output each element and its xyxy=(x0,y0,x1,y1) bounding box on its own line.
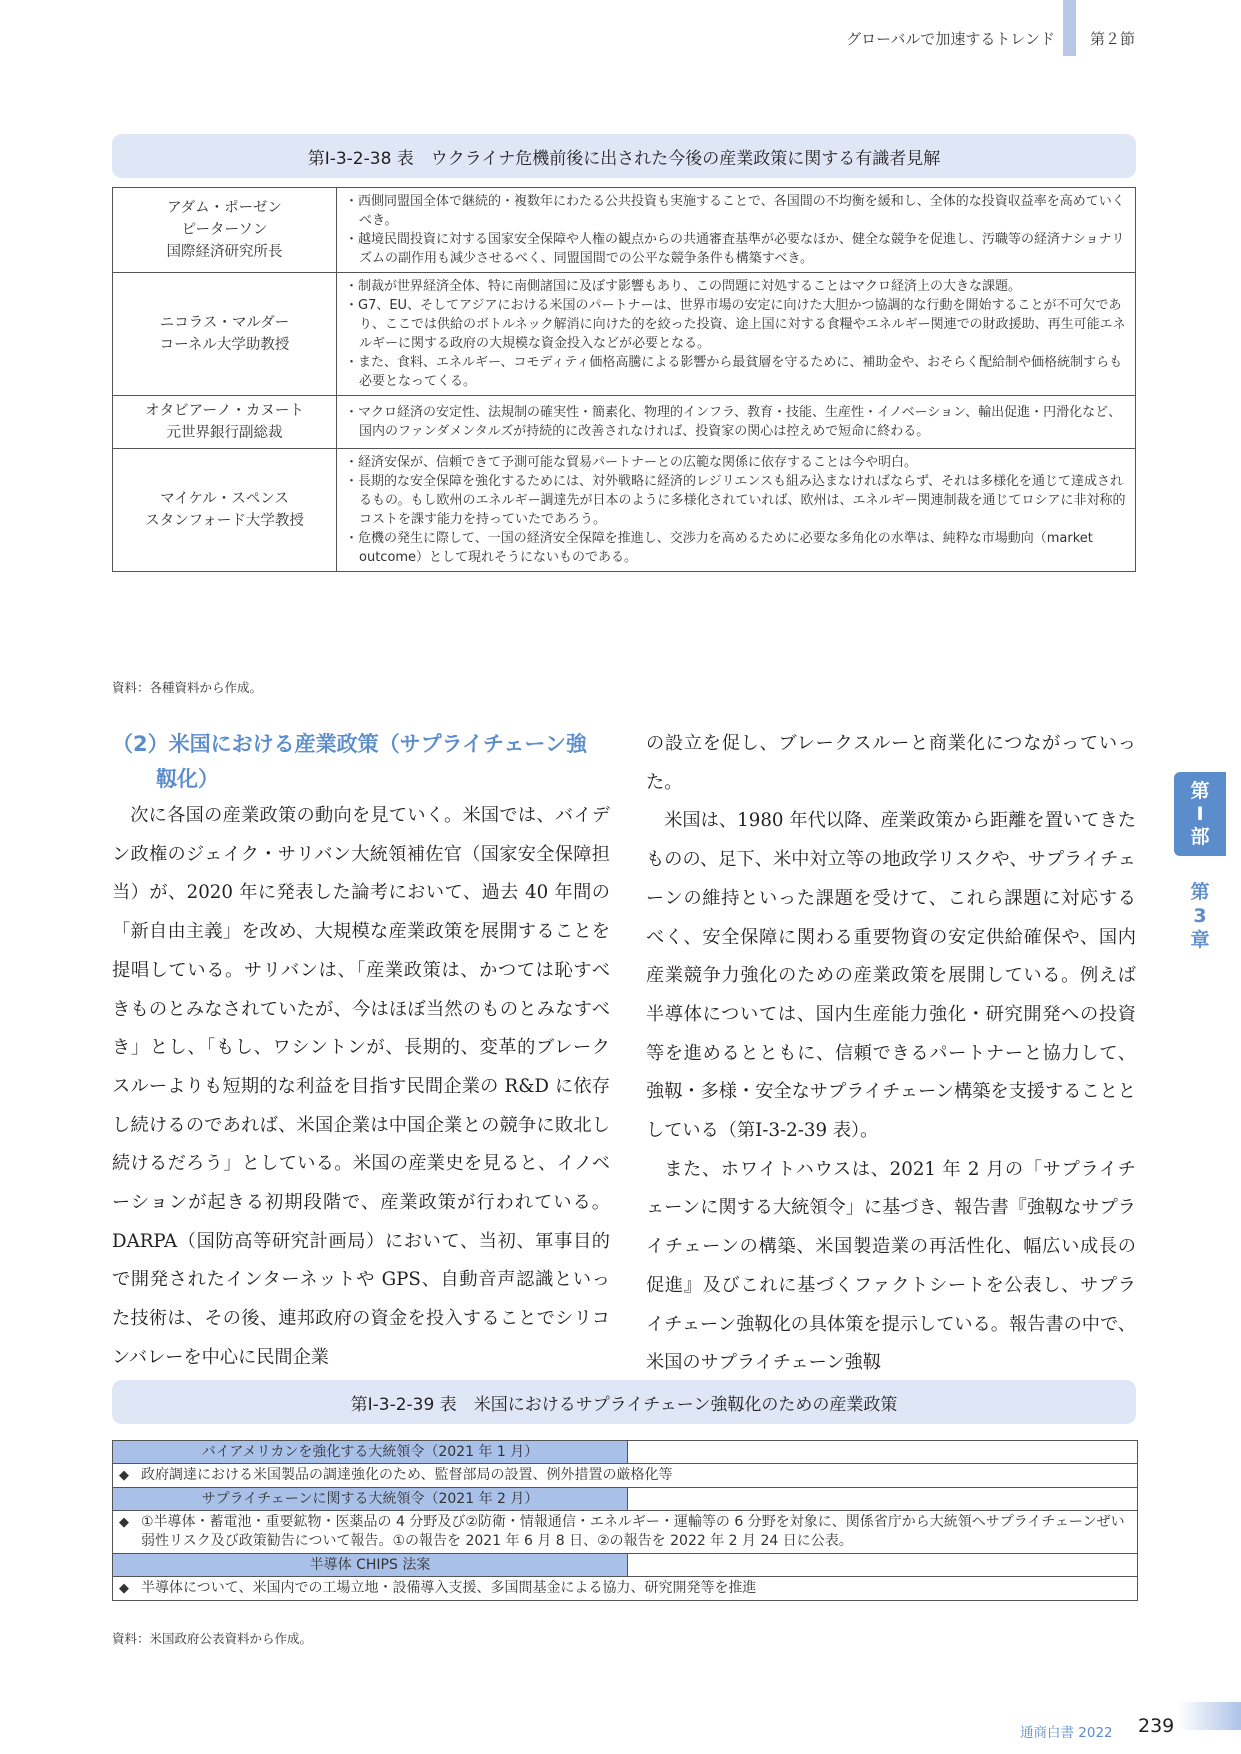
body-paragraph: 米国は、1980 年代以降、産業政策から距離を置いてきたものの、足下、米中対立等の地政学リスクや、サプライチェーンの維持といった課題を受けて、これら課題に対応するべく、安全保障に関わる重要物資の安定供給確保や、国内産業競争力強化のための産業政策を展開している。例えば半導体については、国内生産能力強化・研究開発への投資等を進めるとともに、信頼できるパートナーと協力して、強靱・多様・安全なサプライチェーン構築を支援することとしている（第Ⅰ-3-2-39 表）。 xyxy=(646,810,1136,1142)
side-tab-part-char: 第 xyxy=(1190,779,1210,802)
policy-category-row xyxy=(113,1554,1137,1577)
policy-category-blank xyxy=(628,1554,1137,1576)
diamond-bullet-icon: ◆ xyxy=(119,1468,129,1483)
expert-name-line: ニコラス・マルダー xyxy=(159,315,290,331)
body-paragraph-continuation: の設立を促し、ブレークスルーと商業化につながっていった。 xyxy=(646,733,1136,793)
expert-name-line: マイケル・スペンス xyxy=(160,491,289,507)
expert-name-cell xyxy=(113,396,337,449)
expert-name-cell xyxy=(113,273,337,396)
expert-view-bullet: ・制裁が世界経済全体、特に南側諸国に及ぼす影響もあり、この問題に対処することはマクロ経済上の大きな課題。 xyxy=(345,279,1022,294)
expert-name-line: オタビアーノ・カヌート xyxy=(145,403,304,419)
side-tab-part[interactable] xyxy=(1174,772,1226,856)
policy-category-blank xyxy=(628,1488,1137,1510)
section-heading xyxy=(112,727,610,797)
side-tab-chapter-char: 第 xyxy=(1190,881,1210,903)
expert-name-line: コーネル大学助教授 xyxy=(159,337,290,353)
expert-view-bullet: ・G7、EU、そしてアジアにおける米国のパートナーは、世界市場の安定に向けた大胆かつ協調的な行動を開始することが不可欠であり、ここでは供給のボトルネック解消に向けた的を絞った投資、途上国に対する食糧やエネルギー関連での財政援助、再生可能エネルギーに関する政府の大規模な資金投入などが必要となる。 xyxy=(345,298,1126,351)
table-38-row xyxy=(113,449,1136,572)
running-header-title: グローバルで加速するトレンド xyxy=(846,30,1055,48)
policy-item xyxy=(113,1511,1137,1554)
policy-item xyxy=(113,1577,1137,1600)
table-38 xyxy=(112,187,1136,572)
expert-view-bullet: ・西側同盟国全体で継続的・複数年にわたる公共投資も実施することで、各国間の不均衡を緩和し、全体的な投資収益率を高めていくべき。 xyxy=(345,194,1125,228)
expert-view-bullet: ・また、食料、エネルギー、コモディティ価格高騰による影響から最貧層を守るために、補助金や、おそらく配給制や価格統制すらも必要となってくる。 xyxy=(345,355,1123,389)
expert-view-cell xyxy=(337,449,1136,572)
side-tab-chapter[interactable] xyxy=(1174,874,1226,958)
table-38-row xyxy=(113,273,1136,396)
expert-name-cell xyxy=(113,449,337,572)
table-39-title: 第Ⅰ-3-2-39 表 米国におけるサプライチェーン強靱化のための産業政策 xyxy=(112,1380,1136,1424)
body-column-right xyxy=(646,725,1136,1383)
expert-view-bullet: ・長期的な安全保障を強化するためには、対外戦略に経済的レジリエンスも組み込まなければならず、それは多様化を通じて達成されるもの。もし欧州のエネルギー調達先が日本のように多様化されていれば、欧州は、エネルギー関連制裁を通じてロシアに非対称的コストを課す能力を持っていたであろう。 xyxy=(345,474,1126,527)
expert-name-cell xyxy=(113,188,337,273)
policy-item-text: 半導体について、米国内での工場立地・設備導入支援、多国間基金による協力、研究開発等を推進 xyxy=(141,1580,757,1596)
side-tab-chapter-char: 章 xyxy=(1190,929,1210,951)
expert-view-bullet: ・危機の発生に際して、一国の経済安全保障を推進し、交渉力を高めるために必要な多角化の水準は、純粋な市場動向（market outcome）として現れそうにないものである。 xyxy=(345,531,1093,565)
body-paragraph: また、ホワイトハウスは、2021 年 2 月の「サプライチェーンに関する大統領令」に基づき、報告書『強靱なサプライチェーンの構築、米国製造業の再活性化、幅広い成長の促進』及びこれに基づくファクトシートを公表し、サプライチェーン強靱化の具体策を提示している。報告書の中で、米国のサプライチェーン強靱 xyxy=(646,1158,1136,1374)
footer-publication-label: 通商白書 2022 xyxy=(1020,1725,1113,1741)
expert-view-bullet: ・越境民間投資に対する国家安全保障や人権の観点からの共通審査基準が必要なほか、健全な競争を促進し、汚職等の経済ナショナリズムの副作用も減少させるべく、同盟国間での公平な競争条件も構築すべき。 xyxy=(345,232,1125,266)
expert-view-cell xyxy=(337,188,1136,273)
header-accent-bar xyxy=(1063,0,1076,56)
expert-name-line: アダム・ポーゼン xyxy=(167,200,282,216)
table-38-row xyxy=(113,188,1136,273)
footer-accent-bar xyxy=(1178,1702,1241,1730)
policy-category-row xyxy=(113,1441,1137,1464)
policy-category-row xyxy=(113,1488,1137,1511)
side-tab-chapter-char: 3 xyxy=(1193,905,1207,927)
section-heading-line1: （2）米国における産業政策（サプライチェーン強 xyxy=(112,732,587,756)
body-paragraph: 次に各国の産業政策の動向を見ていく。米国では、バイデン政権のジェイク・サリバン大統領補佐官（国家安全保障担当）が、2020 年に発表した論考において、過去 40 年間の「新自由主義」を改め、大規模な産業政策を展開することを提唱している。サリバンは、「産業政策は、かつては恥すべきものとみなされていたが、今はほぼ当然のものとみなすべき」とし、「もし、ワシントンが、長期的、変革的ブレークスルーよりも短期的な利益を目指す民間企業の R&D に依存し続けるのであれば、米国企業は中国企業との競争に敗北し続けるだろう」としている。米国の産業史を見ると、イノベーションが起きる初期段階で、産業政策が行われている。DARPA（国防高等研究計画局）において、当初、軍事目的で開発されたインターネットや GPS、自動音声認識といった技術は、その後、連邦政府の資金を投入することでシリコンバレーを中心に民間企業 xyxy=(112,805,610,1368)
expert-view-cell xyxy=(337,396,1136,449)
policy-item xyxy=(113,1464,1137,1488)
policy-item-text: 政府調達における米国製品の調達強化のため、監督部局の設置、例外措置の厳格化等 xyxy=(141,1467,673,1483)
diamond-bullet-icon: ◆ xyxy=(119,1581,129,1596)
policy-category-blank xyxy=(628,1441,1137,1463)
expert-view-bullet: ・経済安保が、信頼できて予測可能な貿易パートナーとの広範な関係に依存することは今や明白。 xyxy=(345,455,918,470)
body-column-left xyxy=(112,797,610,1378)
table-38-title: 第Ⅰ-3-2-38 表 ウクライナ危機前後に出された今後の産業政策に関する有識者見解 xyxy=(112,134,1136,178)
expert-name-line: スタンフォード大学教授 xyxy=(145,513,304,529)
table-39 xyxy=(112,1440,1138,1601)
expert-name-line: 国際経済研究所長 xyxy=(166,244,283,260)
table-39-source: 資料：米国政府公表資料から作成。 xyxy=(112,1631,313,1646)
side-tab-part-char: 部 xyxy=(1190,825,1210,848)
policy-category: 半導体 CHIPS 法案 xyxy=(113,1554,628,1576)
expert-name-line: ピーターソン xyxy=(181,222,268,238)
expert-view-bullet: ・マクロ経済の安定性、法規制の確実性・簡素化、物理的インフラ、教育・技能、生産性・イノベーション、輸出促進・円滑化など、国内のファンダメンタルズが持続的に改善されなければ、投資家の関心は控えめで短命に終わる。 xyxy=(345,405,1122,439)
table-38-row xyxy=(113,396,1136,449)
expert-name-line: 元世界銀行副総裁 xyxy=(166,425,283,441)
running-header-section: 第２節 xyxy=(1090,30,1136,48)
diamond-bullet-icon: ◆ xyxy=(119,1515,129,1530)
section-heading-line2: 靱化） xyxy=(156,767,219,791)
page-number: 239 xyxy=(1138,1715,1175,1737)
policy-category: バイアメリカンを強化する大統領令（2021 年 1 月） xyxy=(113,1441,628,1463)
table-38-source: 資料：各種資料から作成。 xyxy=(112,680,263,695)
policy-category: サプライチェーンに関する大統領令（2021 年 2 月） xyxy=(113,1488,628,1510)
side-tab-part-char: Ⅰ xyxy=(1196,802,1204,825)
expert-view-cell xyxy=(337,273,1136,396)
policy-item-text: ①半導体・蓄電池・重要鉱物・医薬品の 4 分野及び②防衛・情報通信・エネルギー・運輸等の 6 分野を対象に、関係省庁から大統領へサプライチェーンぜい弱性リスク及び政策勧告について報告。①の報告を 2021 年 6 月 8 日、②の報告を 2022 年 2 月 24 日に公表。 xyxy=(141,1514,1125,1549)
